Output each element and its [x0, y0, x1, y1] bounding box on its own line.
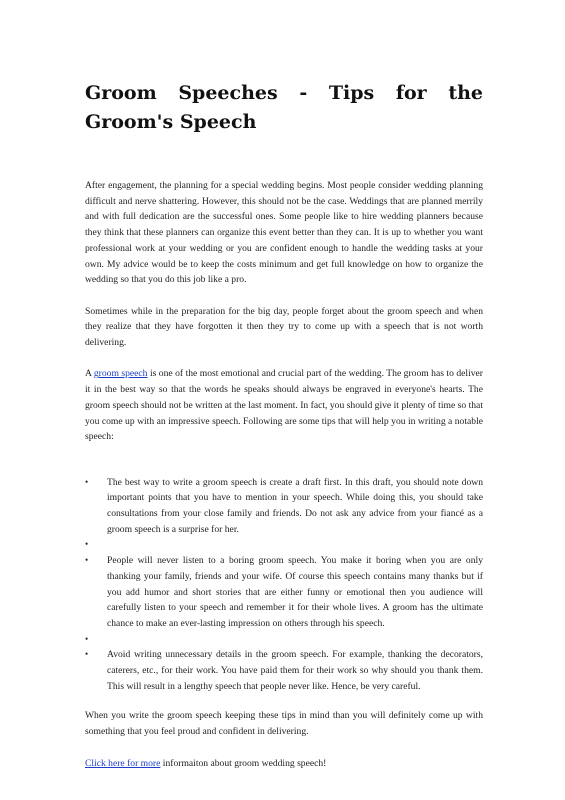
paragraph-groom-speech — [85, 366, 483, 445]
paragraph-prefix: A — [85, 368, 94, 380]
list-item — [85, 553, 483, 632]
click-here-link[interactable]: Click here for more — [85, 757, 161, 769]
groom-speech-link[interactable]: groom speech — [93, 368, 148, 380]
list-item-text: Avoid writing unnecessary details in the groom speech. For example, thanking the decorators, caterers, etc., for their work. You have paid them for their work so why should you thank them. This will result in a lengthy speech that people never like. Hence, be very careful. — [107, 649, 483, 692]
paragraph-text: informaiton about groom wedding speech! — [160, 757, 327, 769]
bullet-icon: • — [85, 555, 89, 566]
document-body — [85, 178, 483, 787]
page-title: Groom Speeches - Tips for the Groom's Speech — [85, 82, 483, 133]
bullet-icon: • — [85, 649, 89, 660]
bullet-icon: • — [85, 633, 89, 644]
paragraph-more-info — [85, 756, 483, 772]
list-item-text: People will never listen to a boring groom speech. You make it boring when you are only thanking your family, friends and your wife. Of course this speech contains many thanks but if you add humor and short stories that are either funny or emotional then you audience will carefully listen to your speech and remember it for their whole lives. A groom has the ultimate chance to make an ever-lasting impression on others through his speech. — [107, 555, 483, 629]
tips-list — [85, 461, 483, 695]
bullet-icon: • — [85, 539, 89, 550]
list-item-empty — [85, 632, 483, 648]
bullet-icon: • — [85, 476, 89, 487]
paragraph-preparation: Sometimes while in the preparation for the big day, people forget about the groom speech and when they realize that they have forgotten it then they try to come up with a speech that is not worth delivering. — [85, 305, 483, 349]
list-item — [85, 475, 483, 538]
paragraph-text: is one of the most emotional and crucial part of the wedding. The groom has to deliver it in the best way so that the words he speaks should always be engraved in everyone's hearts. The groom speech should not be written at the last moment. In fact, you should give it plenty of time so that you come up with an impressive speech. Following are some tips that will help you in writing a notable speech: — [85, 368, 483, 443]
list-item — [85, 647, 483, 694]
paragraph-conclusion: When you write the groom speech keeping these tips in mind than you will definitely come up with something that you feel proud and confident in delivering. — [85, 710, 483, 738]
paragraph-intro: After engagement, the planning for a special wedding begins. Most people consider wedding planning difficult and nerve shattering. However, this should not be the case. Weddings that are planned merrily and with full dedication are the successful ones. Some people like to hire wedding planners because they think that these planners can organize this event better than they can. It is up to whether you want professional work at your wedding or you are confident enough to handle the wedding tasks at your own. My advice would be to keep the costs minimum and get full knowledge on how to organize the wedding so that you do this job like a pro. — [85, 180, 483, 286]
list-item-empty — [85, 537, 483, 553]
list-item-text: The best way to write a groom speech is create a draft first. In this draft, you should note down important points that you have to mention in your speech. While doing this, you should take consultations from your close family and friends. Do not ask any advice from your fiancé as a groom speech is a surprise for her. — [107, 476, 483, 535]
